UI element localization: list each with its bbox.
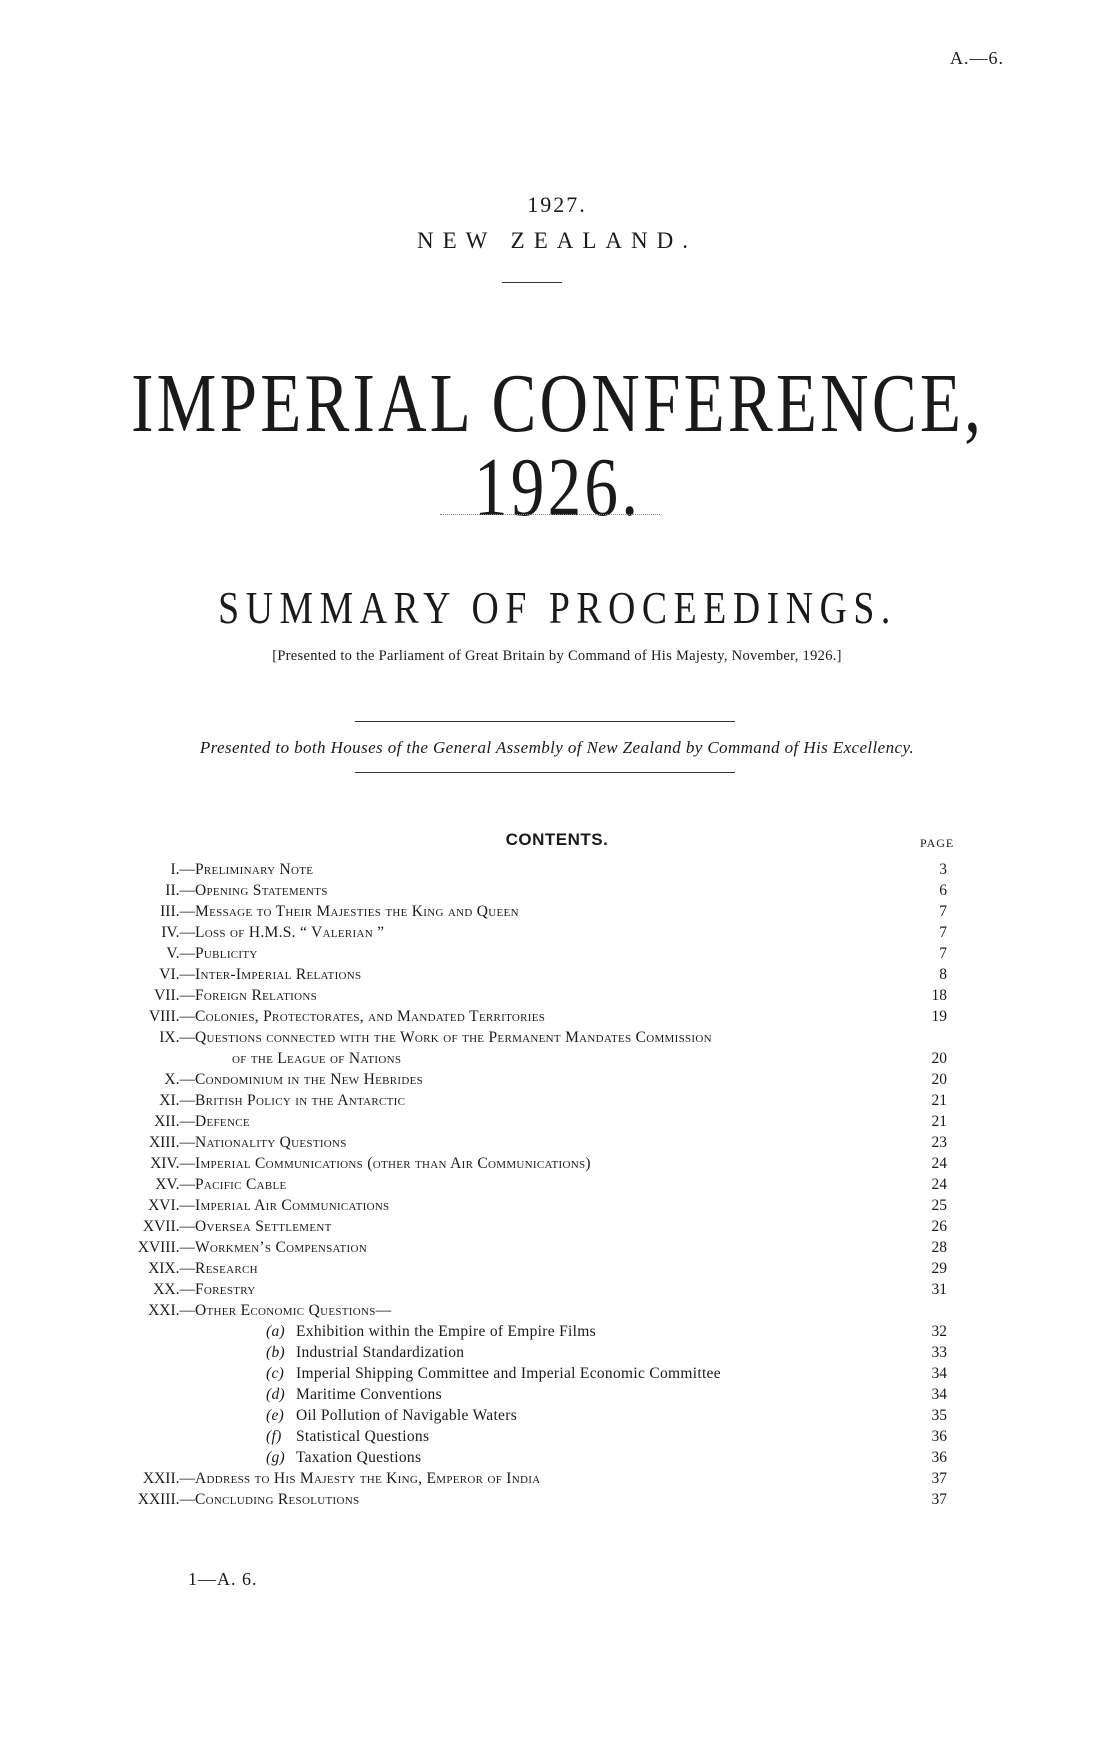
toc-row-title: Publicity	[195, 945, 258, 962]
toc-row-title: British Policy in the Antarctic	[195, 1092, 406, 1109]
page-column-heading: PAGE	[920, 836, 955, 850]
main-title: IMPERIAL CONFERENCE, 1926.	[131, 357, 985, 534]
toc-row-page: 21	[931, 1113, 947, 1130]
toc-row-page: 37	[931, 1491, 947, 1508]
toc-row-number: VI.—	[159, 966, 195, 983]
toc-row-page: 26	[931, 1218, 947, 1235]
divider-dotted	[440, 514, 660, 515]
toc-sub-row	[0, 1426, 1114, 1447]
toc-row	[0, 880, 1114, 901]
toc-row	[0, 1069, 1114, 1090]
toc-row-page: 23	[931, 1134, 947, 1151]
toc-row-page: 20	[931, 1050, 947, 1067]
toc-row-number: XIV.—	[150, 1155, 195, 1172]
toc-row-page: 21	[931, 1092, 947, 1109]
toc-sub-letter: (d)	[266, 1386, 285, 1403]
toc-row-page: 7	[939, 903, 947, 920]
toc-row	[0, 1027, 1114, 1048]
toc-row-page: 18	[931, 987, 947, 1004]
toc-sub-letter: (g)	[266, 1449, 285, 1466]
toc-row-title: Colonies, Protectorates, and Mandated Territories	[195, 1008, 546, 1025]
toc-row-page: 7	[939, 924, 947, 941]
toc-sub-row	[0, 1321, 1114, 1342]
toc-row-title: Defence	[195, 1113, 250, 1130]
toc-row-title: Other Economic Questions—	[195, 1302, 392, 1319]
toc-row-page: 8	[939, 966, 947, 983]
toc-row-title: Nationality Questions	[195, 1134, 347, 1151]
toc-sub-title: Oil Pollution of Navigable Waters	[296, 1407, 518, 1424]
toc-row	[0, 1489, 1114, 1510]
toc-row	[0, 901, 1114, 922]
toc-row-number: XI.—	[159, 1092, 195, 1109]
toc-row-number: XIII.—	[148, 1134, 195, 1151]
toc-row	[0, 1237, 1114, 1258]
toc-sub-page: 33	[931, 1344, 947, 1361]
toc-row-title: Condominium in the New Hebrides	[195, 1071, 424, 1088]
toc-row-title: Preliminary Note	[195, 861, 314, 878]
toc-row-number: VII.—	[154, 987, 195, 1004]
toc-row-title-continuation: of the League of Nations	[232, 1050, 402, 1067]
toc-row-title: Forestry	[195, 1281, 256, 1298]
toc-row-page: 25	[931, 1197, 947, 1214]
toc-row-number: XVI.—	[148, 1197, 195, 1214]
toc-sub-title: Exhibition within the Empire of Empire Films	[296, 1323, 596, 1340]
toc-row-page: 31	[931, 1281, 947, 1298]
toc-row-page: 3	[939, 861, 947, 878]
divider-lower	[355, 772, 735, 773]
toc-sub-letter: (f)	[266, 1428, 282, 1445]
toc-row-page: 7	[939, 945, 947, 962]
toc-row-number: V.—	[166, 945, 195, 962]
toc-row	[0, 1195, 1114, 1216]
toc-row-title: Research	[195, 1260, 258, 1277]
toc-sub-row	[0, 1342, 1114, 1363]
toc-row-number: XXI.—	[148, 1302, 195, 1319]
toc-row-number: II.—	[165, 882, 195, 899]
toc-sub-page: 34	[931, 1365, 947, 1382]
document-code: A.—6.	[950, 48, 1004, 68]
toc-sub-row	[0, 1447, 1114, 1468]
toc-row-number: I.—	[170, 861, 195, 878]
toc-row-page: 19	[931, 1008, 947, 1025]
toc-sub-title: Taxation Questions	[296, 1449, 422, 1466]
toc-row-page: 37	[931, 1470, 947, 1487]
toc-row-number: IV.—	[161, 924, 195, 941]
divider-short	[502, 282, 562, 283]
toc-row	[0, 1300, 1114, 1321]
toc-sub-row	[0, 1405, 1114, 1426]
toc-row	[0, 1279, 1114, 1300]
toc-row-title: Imperial Air Communications	[195, 1197, 390, 1214]
toc-row-title: Pacific Cable	[195, 1176, 287, 1193]
toc-sub-letter: (b)	[266, 1344, 285, 1361]
toc-row	[0, 1174, 1114, 1195]
toc-row-title: Concluding Resolutions	[195, 1491, 360, 1508]
footer-signature: 1—A. 6.	[188, 1569, 258, 1589]
toc-row-number: XV.—	[155, 1176, 195, 1193]
toc-row	[0, 1006, 1114, 1027]
toc-row-number: III.—	[160, 903, 195, 920]
toc-row-number: XII.—	[154, 1113, 195, 1130]
toc-row	[0, 1132, 1114, 1153]
toc-sub-page: 35	[931, 1407, 947, 1424]
toc-row-title: Foreign Relations	[195, 987, 318, 1004]
toc-row	[0, 943, 1114, 964]
toc-row	[0, 1111, 1114, 1132]
toc-row	[0, 1216, 1114, 1237]
toc-row-title: Questions connected with the Work of the Permanent Mandates Commission	[195, 1029, 712, 1046]
toc-sub-row	[0, 1384, 1114, 1405]
toc-row-title: Workmen’s Compensation	[195, 1239, 368, 1256]
toc-row-continuation	[0, 1048, 1114, 1069]
toc-sub-letter: (c)	[266, 1365, 285, 1382]
presented-parliament-note: [Presented to the Parliament of Great Britain by Command of His Majesty, November, 1926.]	[272, 648, 842, 664]
toc-row-title: Message to Their Majesties the King and Queen	[195, 903, 519, 920]
toc-row-title: Opening Statements	[195, 882, 328, 899]
toc-row-page: 24	[931, 1176, 947, 1193]
toc-row	[0, 1153, 1114, 1174]
toc-row-page: 24	[931, 1155, 947, 1172]
divider-upper	[355, 721, 735, 722]
toc-row-page: 20	[931, 1071, 947, 1088]
toc-row	[0, 1090, 1114, 1111]
toc-sub-title: Industrial Standardization	[296, 1344, 465, 1361]
toc-row-title: Address to His Majesty the King, Emperor of India	[195, 1470, 541, 1487]
toc-sub-letter: (a)	[266, 1323, 285, 1340]
toc-sub-title: Maritime Conventions	[296, 1386, 442, 1403]
toc-row-title: Imperial Communications (other than Air Communications)	[195, 1155, 591, 1172]
toc-row-title: Inter-Imperial Relations	[195, 966, 362, 983]
toc-row-number: XVII.—	[142, 1218, 195, 1235]
toc-row	[0, 1258, 1114, 1279]
toc-sub-page: 36	[931, 1449, 947, 1466]
toc-row-number: XIX.—	[148, 1260, 195, 1277]
toc-sub-letter: (e)	[266, 1407, 285, 1424]
toc-sub-page: 32	[931, 1323, 947, 1340]
toc-sub-page: 34	[931, 1386, 947, 1403]
toc-sub-title: Imperial Shipping Committee and Imperial Economic Committee	[296, 1365, 721, 1382]
toc-row	[0, 922, 1114, 943]
presented-assembly-note: Presented to both Houses of the General Assembly of New Zealand by Command of His Excellency.	[199, 738, 915, 757]
toc-row	[0, 1468, 1114, 1489]
toc-sub-row	[0, 1363, 1114, 1384]
publication-year: 1927.	[527, 192, 587, 217]
toc-row-page: 29	[931, 1260, 947, 1277]
toc-row-number: XXIII.—	[137, 1491, 195, 1508]
toc-row-page: 6	[939, 882, 947, 899]
toc-row-number: VIII.—	[148, 1008, 195, 1025]
toc-row-number: XX.—	[153, 1281, 195, 1298]
contents-heading: CONTENTS.	[505, 830, 609, 849]
toc-row	[0, 964, 1114, 985]
toc-row-number: IX.—	[159, 1029, 195, 1046]
toc-row-title: Loss of H.M.S. “ Valerian ”	[195, 924, 385, 941]
toc-sub-title: Statistical Questions	[296, 1428, 430, 1445]
toc-row	[0, 985, 1114, 1006]
toc-row-number: XXII.—	[142, 1470, 195, 1487]
toc-row-page: 28	[931, 1239, 947, 1256]
toc-row-number: XVIII.—	[137, 1239, 195, 1256]
toc-sub-page: 36	[931, 1428, 947, 1445]
toc-row-number: X.—	[164, 1071, 195, 1088]
toc-row-title: Oversea Settlement	[195, 1218, 332, 1235]
toc-row	[0, 859, 1114, 880]
country-heading: NEW ZEALAND.	[416, 228, 698, 253]
subtitle: SUMMARY OF PROCEEDINGS.	[218, 582, 897, 633]
